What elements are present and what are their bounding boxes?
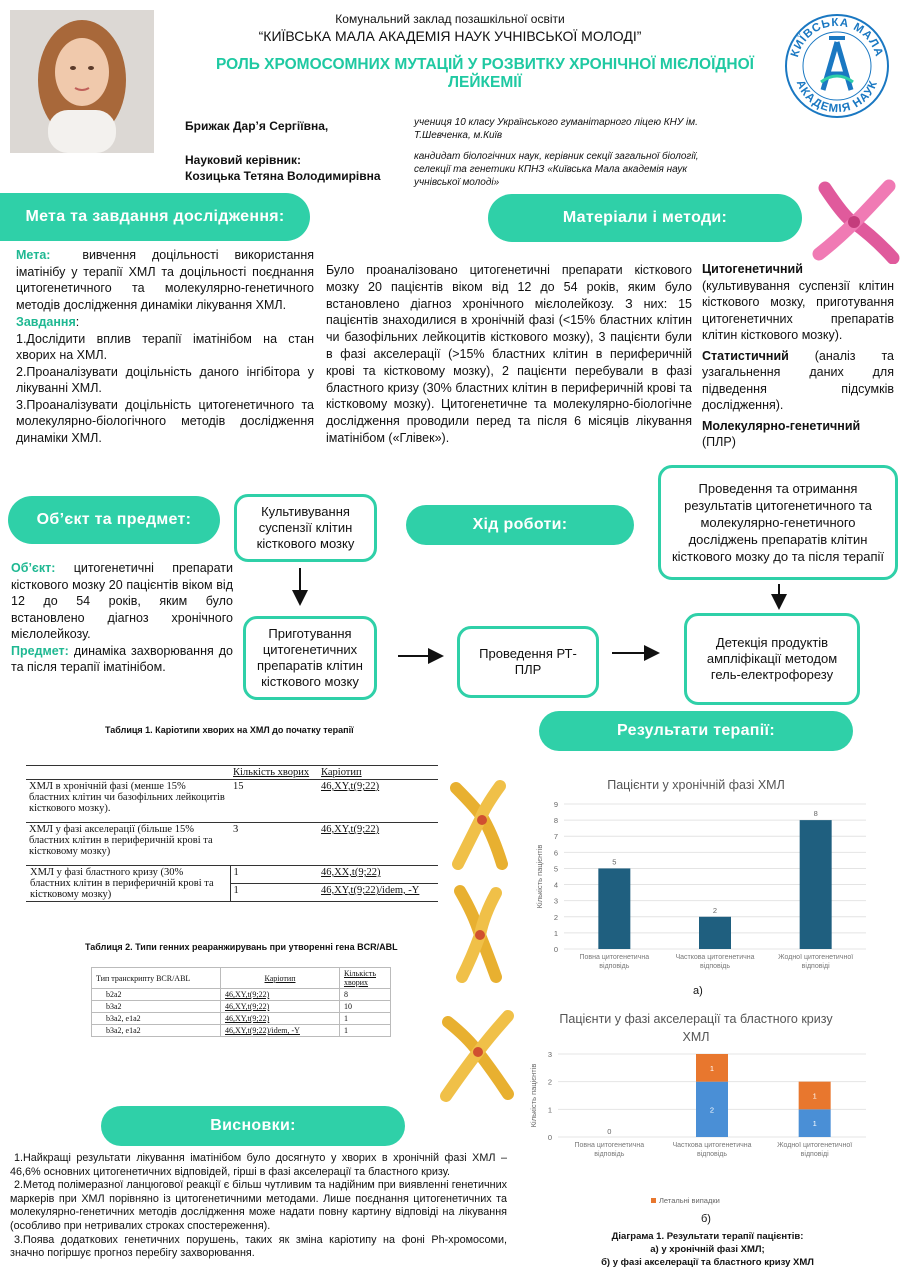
chromosome-icon-2 [460,891,496,977]
y-tick-label: 3 [553,896,558,906]
chart-a-label: а) [693,985,703,997]
workflow-step-preparation: Приготування цитогенетичних препаратів клітин кісткового мозку [243,616,377,700]
y-tick-label: 7 [553,832,558,842]
y-tick-label: 2 [553,912,558,922]
aim-label: Мета: [16,248,51,262]
caption-line: а) у хронічній фазі ХМЛ; [650,1244,765,1255]
goals-heading: Мета та завдання дослідження: [0,193,310,241]
data-label: 8 [813,809,818,819]
tasks-colon: : [75,315,80,329]
method-stat-title: Статистичний [702,348,789,363]
y-tick-label: 2 [547,1077,552,1087]
chromosome-illustrations [438,780,518,1110]
y-axis-label: Кількість пацієнтів [529,1063,538,1128]
table1-header-count: Кількість хворих [233,767,310,778]
table-row: 1 46,XY,t(9;22)/idem, -Y [26,884,438,902]
table1-caption: Таблиця 1. Каріотипи хворих на ХМЛ до початку терапії [105,725,354,735]
x-tick-label: Повна цитогенетична відповідь [574,1142,645,1158]
y-tick-label: 6 [553,848,558,858]
chart-title: Пацієнти у хронічній фазі ХМЛ [607,778,785,792]
table2-caption: Таблиця 2. Типи генних реаранжирувань при утворенні гена BCR/ABL [85,942,398,952]
table-row: ХМЛ в хронічній фазі (менше 15% бластних клітин чи базофільних лейкоцитів кісткового мозку). 15 46,XY,t(9;22) [26,780,438,823]
chromosome-icon-1 [456,786,502,864]
y-tick-label: 0 [547,1133,552,1142]
table-row: ХМЛ у фазі акселерації (більше 15% бластних клітин в периферичній крові та кістковому мозку) 3 46,XY,t(9;22) [26,823,438,866]
legend-swatch [651,1198,656,1203]
table-row: b2a2 46,XY,t(9;22) 8 [92,989,391,1001]
x-tick-label: Повна цитогенетична відповідь [579,954,650,970]
diagram-caption [580,1230,835,1269]
chromosome-icon-3 [446,1016,508,1096]
supervisor-label: Науковий керівник: [185,153,302,167]
object-heading: Об’єкт та предмет: [8,496,220,544]
x-tick-label: Жодної цитогенетичної відповіді [778,954,854,970]
author-info: учениця 10 класу Українського гуманітарного ліцею КНУ ім. Т.Шевченка, м.Київ [414,117,698,141]
workflow-step-results: Проведення та отримання результатів цитогенетичного та молекулярно-генетичного досліджень препаратів клітин кісткового мозку до та після терапії [658,465,898,580]
data-label: 1 [812,1091,817,1101]
task-item: 3.Проаналізувати доцільність цитогенетичного та молекулярно-біологічного методів дослідження динаміки ХМЛ. [16,397,314,445]
svg-text:АКАДЕМІЯ НАУК: АКАДЕМІЯ НАУК [793,78,881,116]
workflow-step-detection: Детекція продуктів ампліфікації методом гель-електрофорезу [684,613,860,705]
data-label: 1 [709,1063,715,1073]
table2-header-type: Тип транскрипту BCR/ABL [92,968,221,989]
object-description: цитогенетичні препарати кісткового мозку 20 пацієнтів віком від 12 до 54 років, яким було встановлено діагноз хронічного мієлолейкозу. [11,561,233,641]
results-heading: Результати терапії: [539,711,853,751]
conclusions-text [10,1152,507,1261]
conclusions-heading: Висновки: [101,1106,405,1146]
y-tick-label: 5 [553,864,558,874]
workflow-step-rtpcr: Проведення РТ-ПЛР [457,626,599,698]
y-tick-label: 8 [553,816,558,826]
y-tick-label: 9 [553,800,558,809]
table2-header-count: Кількість хворих [340,968,391,989]
object-label: Об’єкт: [11,561,56,575]
method-stat-text: (аналіз та узагальнення даних для підведення підсумків дослідження). [702,348,894,412]
methods-text: Було проаналізовано цитогенетичні препарати кісткового мозку 20 пацієнтів віком від 12 до 54 років, яким було встановлено діагноз хронічного мієлолейкозу. З них: 15 пацієнтів знаходилися в хронічній фазі (<15% бластних клітин чи базофільних лейкоцитів кісткового мозку), 3 пацієнти були в фазі акселерації (>15% бластних клітин в периферичній крові та кістковому мозку), 2 пацієнти перебували в фазі бластного кризу (30% бластних клітин в периферичній крові та кістковому мозку). Цитогенетичне та молекулярно-біологічне дослідження проводили перед та після 6 місяців лікування іматінібом («Глівек»). [326,263,692,445]
workflow-step-cultivation: Культивування суспензії клітин кісткового мозку [234,494,377,562]
x-tick-label: Жодної цитогенетичної відповіді [777,1142,853,1158]
workflow-heading: Хід роботи: [406,505,634,545]
data-label: 5 [612,857,617,867]
table2-header-karyotype: Каріотип [221,968,340,989]
data-label: 2 [709,1105,715,1115]
conclusion-item: 3.Поява додаткових генетичних порушень, таких як зміна каріотипу на фоні Ph-хромосоми, значно погіршує прогноз перебігу захворювання. [10,1233,507,1260]
table2 [91,967,391,1037]
x-tick-label: Часткова цитогенетична відповідь [675,954,755,970]
table-row: b3a2 46,XY,t(9;22) 10 [92,1001,391,1013]
method-cyto-title: Цитогенетичний [702,262,803,276]
table1 [26,765,438,902]
data-label: 2 [712,905,718,915]
chart-title: ХМЛ [682,1030,710,1044]
table-row: b3a2, e1a2 46,XY,t(9;22)/idem, -Y 1 [92,1025,391,1037]
table-row: b3a2, e1a2 46,XY,t(9;22) 1 [92,1013,391,1025]
academy-name: “КИЇВСЬКА МАЛА АКАДЕМІЯ НАУК УЧНІВСЬКОЇ МОЛОДІ” [258,28,642,44]
caption-line: б) у фазі акселерації та бластного кризу ХМЛ [601,1257,814,1268]
task-item: 1.Дослідити вплив терапії іматінібом на стан хворих на ХМЛ. [16,331,314,362]
methods-heading: Матеріали і методи: [488,194,802,242]
bar [699,917,731,949]
table-row: ХМЛ у фазі бластного кризу (30% бластних клітин в периферичній крові та кістковому мозку) 1 46,XX,t(9;22) [26,866,438,884]
method-mol-title: Молекулярно-генетичний [702,418,861,433]
institution-name: Комунальний заклад позашкільної освіти [335,12,565,26]
bar [800,820,832,949]
aim-text: вивчення доцільності використання іматінібу у терапії ХМЛ та доцільності поєднання цитогенетичного та молекулярно-генетичного методів дослідження динаміки лікування ХМЛ. [16,248,314,312]
method-cyto-text: (культивування суспензії клітин кісткового мозку, приготування цитогенетичних препаратів клітин кісткового мозку). [702,278,894,342]
method-mol-text: (ПЛР) [702,435,736,449]
conclusion-item: 2.Метод полімеразної ланцюгової реакції є більш чутливим та надійним при виявленні генетичних маркерів при ХМЛ порівняно із цитогенетичними методами. Лише поєднання цитогенетичних та молекулярно-генетичних методів дослідження може надати повну картину відповіді на лікування (особливо при нетривалих строках спостереження). [10,1179,507,1232]
x-tick-label: Часткова цитогенетична відповідь [672,1142,752,1158]
chart-chronic-phase [516,767,876,985]
supervisor-name: Козицька Тетяна Володимирівна [185,169,381,183]
legend-label: Летальні випадки [659,1196,720,1205]
y-tick-label: 4 [553,880,558,890]
y-tick-label: 0 [553,945,558,954]
table1-header-karyotype: Каріотип [321,767,362,778]
chart-b-label: б) [701,1213,711,1225]
data-label: 0 [607,1127,612,1136]
subject-description: динаміка захворювання до та після терапії іматінібом. [11,643,233,674]
y-tick-label: 1 [547,1105,552,1115]
data-label: 1 [812,1119,817,1129]
chart-title: Пацієнти у фазі акселерації та бластного кризу [559,1012,833,1026]
poster-title: РОЛЬ ХРОМОСОМНИХ МУТАЦІЙ У РОЗВИТКУ ХРОНІЧНОЇ МІЄЛОЇДНОЇ ЛЕЙКЕМІЇ [216,56,754,91]
y-tick-label: 3 [547,1050,552,1059]
svg-text:КИЇВСЬКА МАЛА: КИЇВСЬКА МАЛА [789,16,885,59]
y-axis-label: Кількість пацієнтів [535,844,544,909]
tasks-label: Завдання [16,315,76,329]
y-tick-label: 1 [553,928,558,938]
supervisor-info: кандидат біологічних наук, керівник секції загальної біології, селекції та генетики КПНЗ «Київська Мала академія наук учнівської молоді» [414,151,699,188]
chart-acceleration-crisis [516,1003,876,1213]
caption-line: Діаграма 1. Результати терапії пацієнтів: [611,1231,804,1242]
task-item: 2.Проаналізувати доцільність даного інгібітора у лікуванні ХМЛ. [16,364,314,395]
subject-label: Предмет: [11,643,69,658]
author-name: Брижак Дар’я Сергіївна, [185,119,329,133]
conclusion-item: 1.Найкращі результати лікування іматінібом було досягнуто у хворих в хронічній фазі ХМЛ – 46,6% основних цитогенетичних відповідей, гірші в фазі акселерації та бластного кризу. [10,1152,507,1178]
bar [598,868,630,949]
